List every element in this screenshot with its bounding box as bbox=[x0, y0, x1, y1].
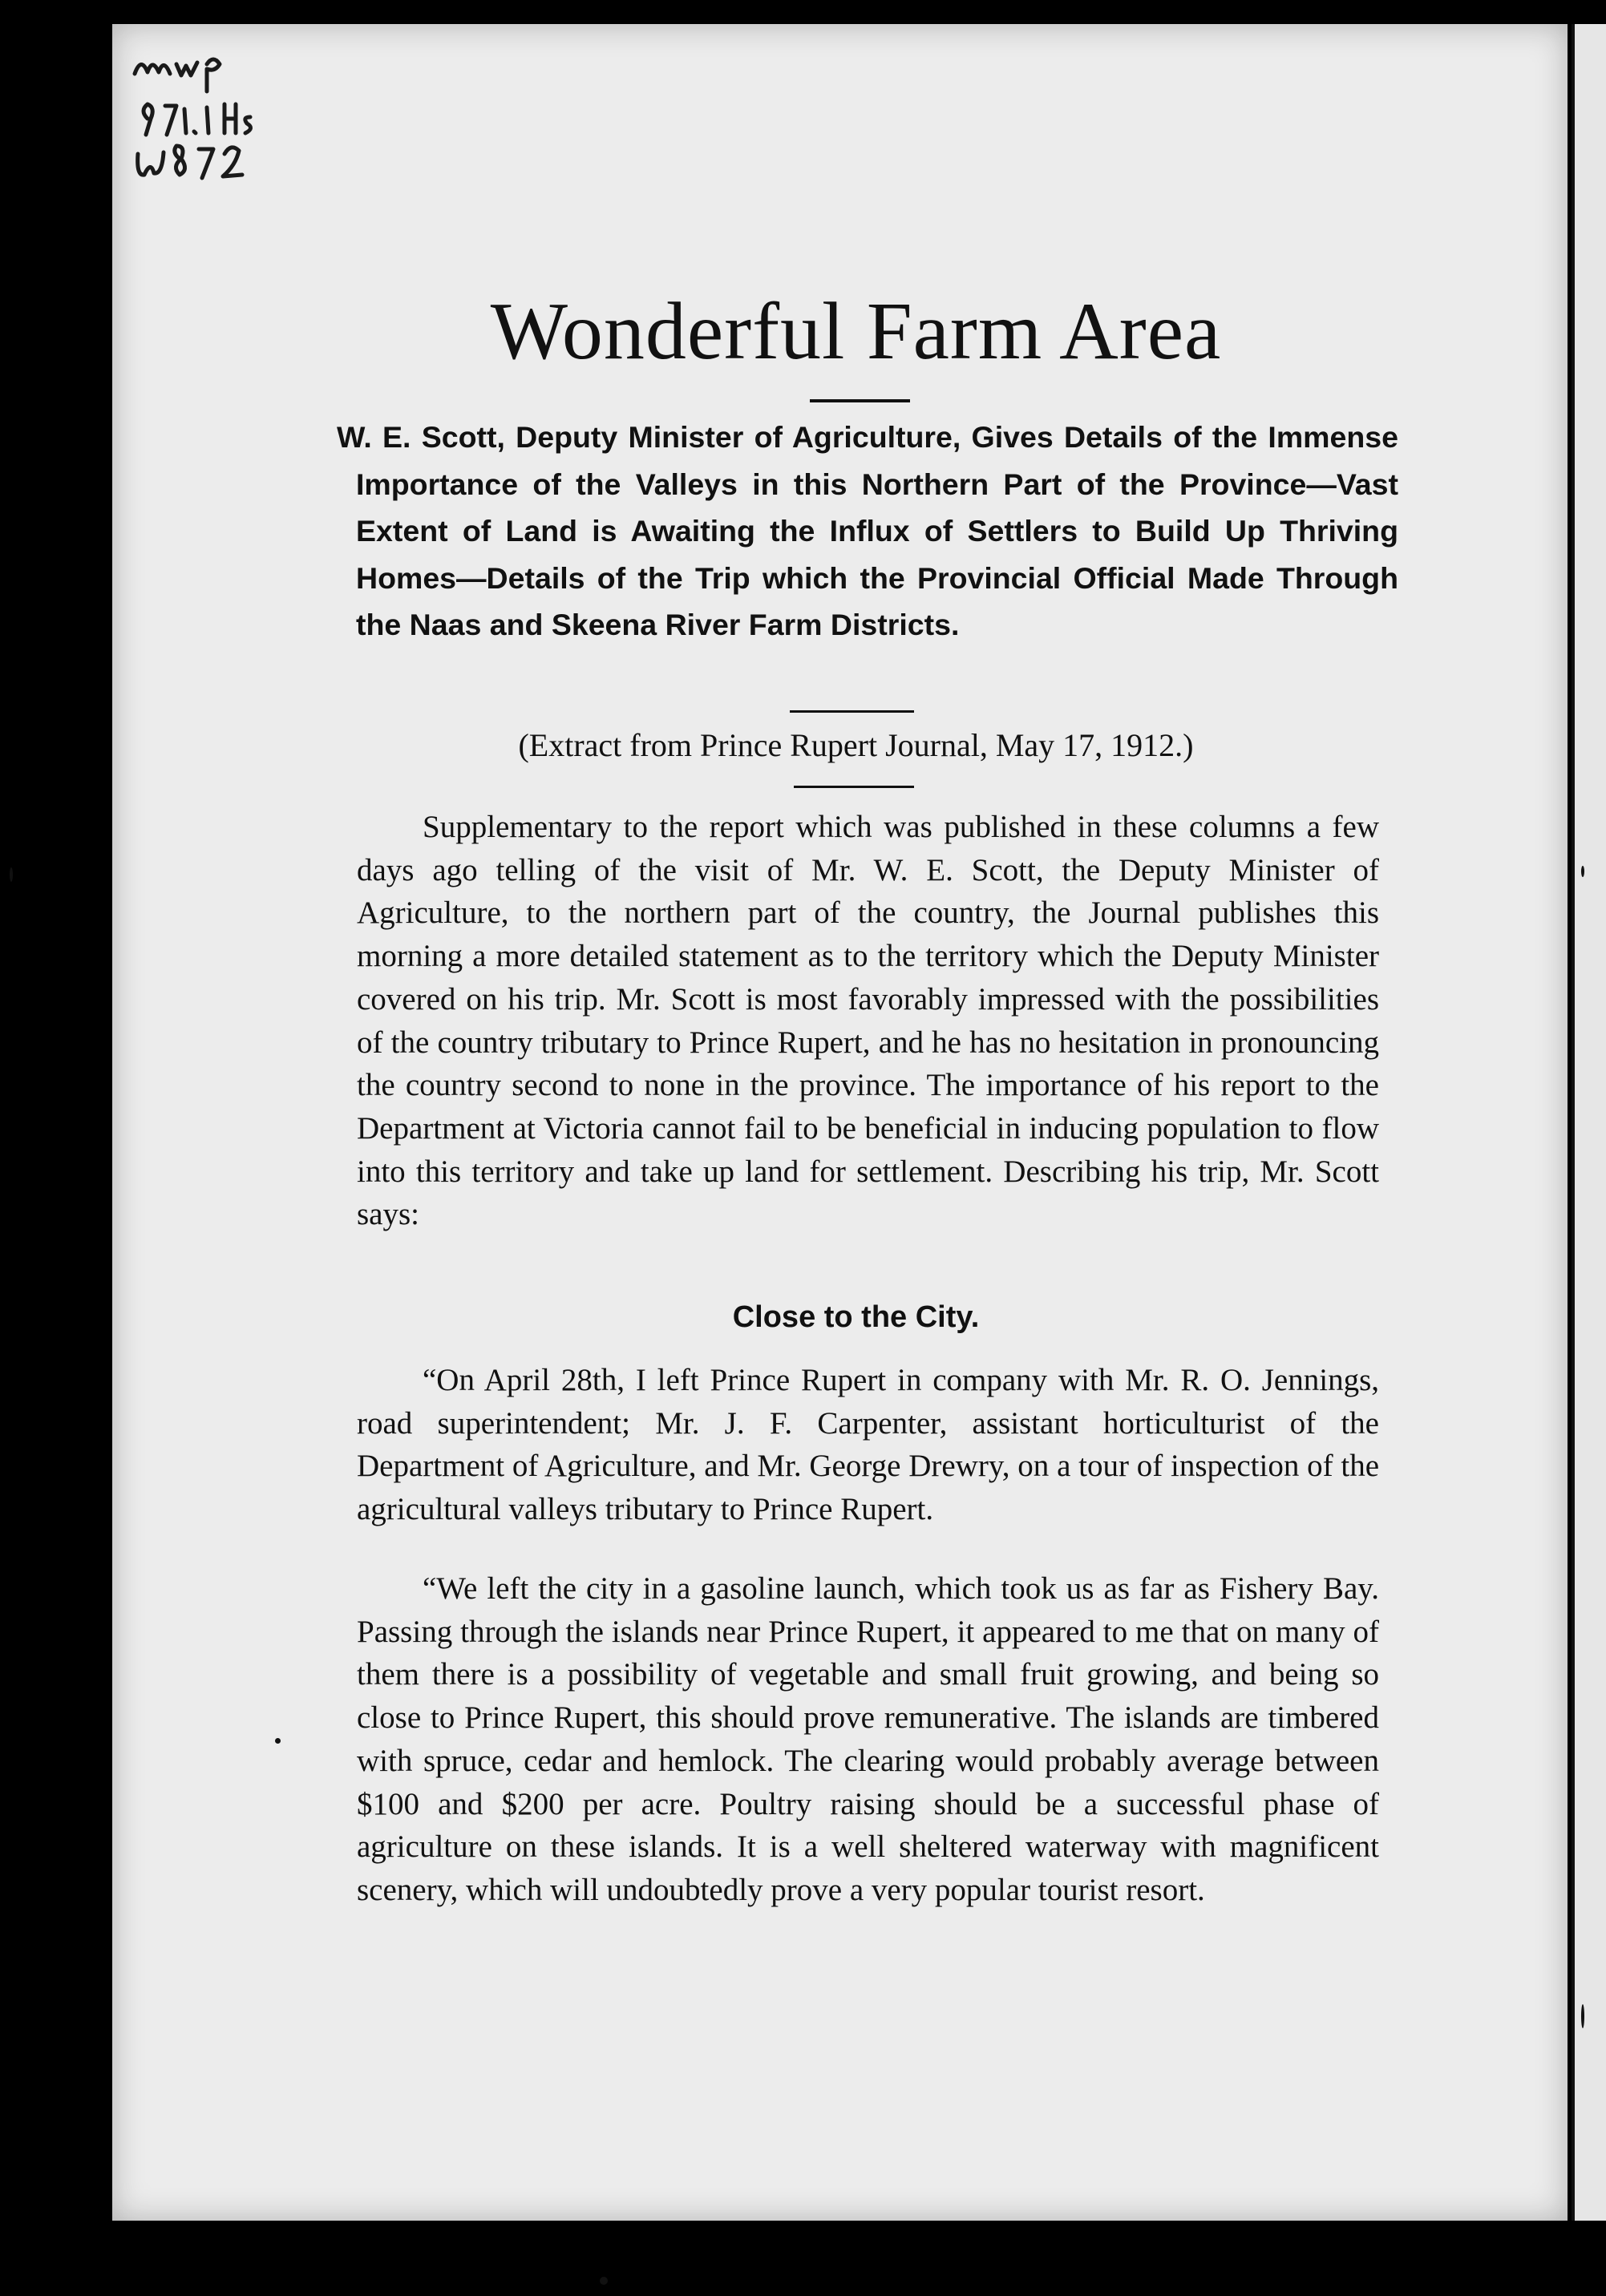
body-paragraph: “We left the city in a gasoline launch, which took us as far as Fishery Bay. Passing through the islands near Prince Rupert, it appeared to me that on many of them there is a possibility of vegetable and small fruit growing, and being so close to Prince Rupert, this should prove remunerative. The islands are timbered with spruce, cedar and hemlock. The clearing would probably average between $100 and $200 per acre. Poultry raising should be a successful phase of agriculture on these islands. It is a well sheltered waterway with magnificent scenery, which will undoubtedly prove a very popular tourist resort. bbox=[357, 1571, 1379, 1907]
body-paragraph: “On April 28th, I left Prince Rupert in company with Mr. R. O. Jennings, road superintendent; Mr. J. F. Carpenter, assistant horticulturist of the Department of Agriculture, and Mr. George Drewry, on a tour of inspection of the agricultural valleys tributary to Prince Rupert. bbox=[357, 1363, 1379, 1527]
speck bbox=[10, 867, 13, 882]
article-subtitle: W. E. Scott, Deputy Minister of Agriculture, Gives Details of the Immense Importance of the Valleys in this Northern Part of the Province—Vast Extent of Land is Awaiting the Influx of Settlers to Build Up Thriving Homes—Details of the Trip which the Provincial Official Made Through the Naas and Skeena River Farm Districts. bbox=[337, 420, 1398, 641]
speck bbox=[275, 1738, 281, 1744]
body-paragraph: Supplementary to the report which was published in these columns a few days ago telling of the visit of Mr. W. E. Scott, the Deputy Minister of Agriculture, to the northern part of the country, the Journal publishes this morning a more detailed statement as to the territory which the Deputy Minister covered on his trip. Mr. Scott is most favorably impressed with the possibilities of the country tributary to Prince Rupert, and he has no hesitation in pronouncing the country second to none in the province. The importance of his report to the Department at Victoria cannot fail to be beneficial in inducing population to flow into this territory and take up land for settlement. Describing his trip, Mr. Scott says: bbox=[357, 810, 1379, 1232]
speck bbox=[1581, 2004, 1584, 2028]
extract-divider-top bbox=[790, 710, 914, 713]
section-heading: Close to the City. bbox=[732, 1300, 980, 1334]
title-divider bbox=[810, 399, 910, 402]
speck bbox=[1581, 866, 1584, 877]
extract-divider-bottom bbox=[794, 786, 914, 788]
handwritten-call-number bbox=[130, 40, 338, 224]
speck bbox=[600, 2277, 608, 2285]
article-title: Wonderful Farm Area bbox=[490, 286, 1222, 377]
source-citation: (Extract from Prince Rupert Journal, May 17, 1912.) bbox=[518, 727, 1194, 763]
